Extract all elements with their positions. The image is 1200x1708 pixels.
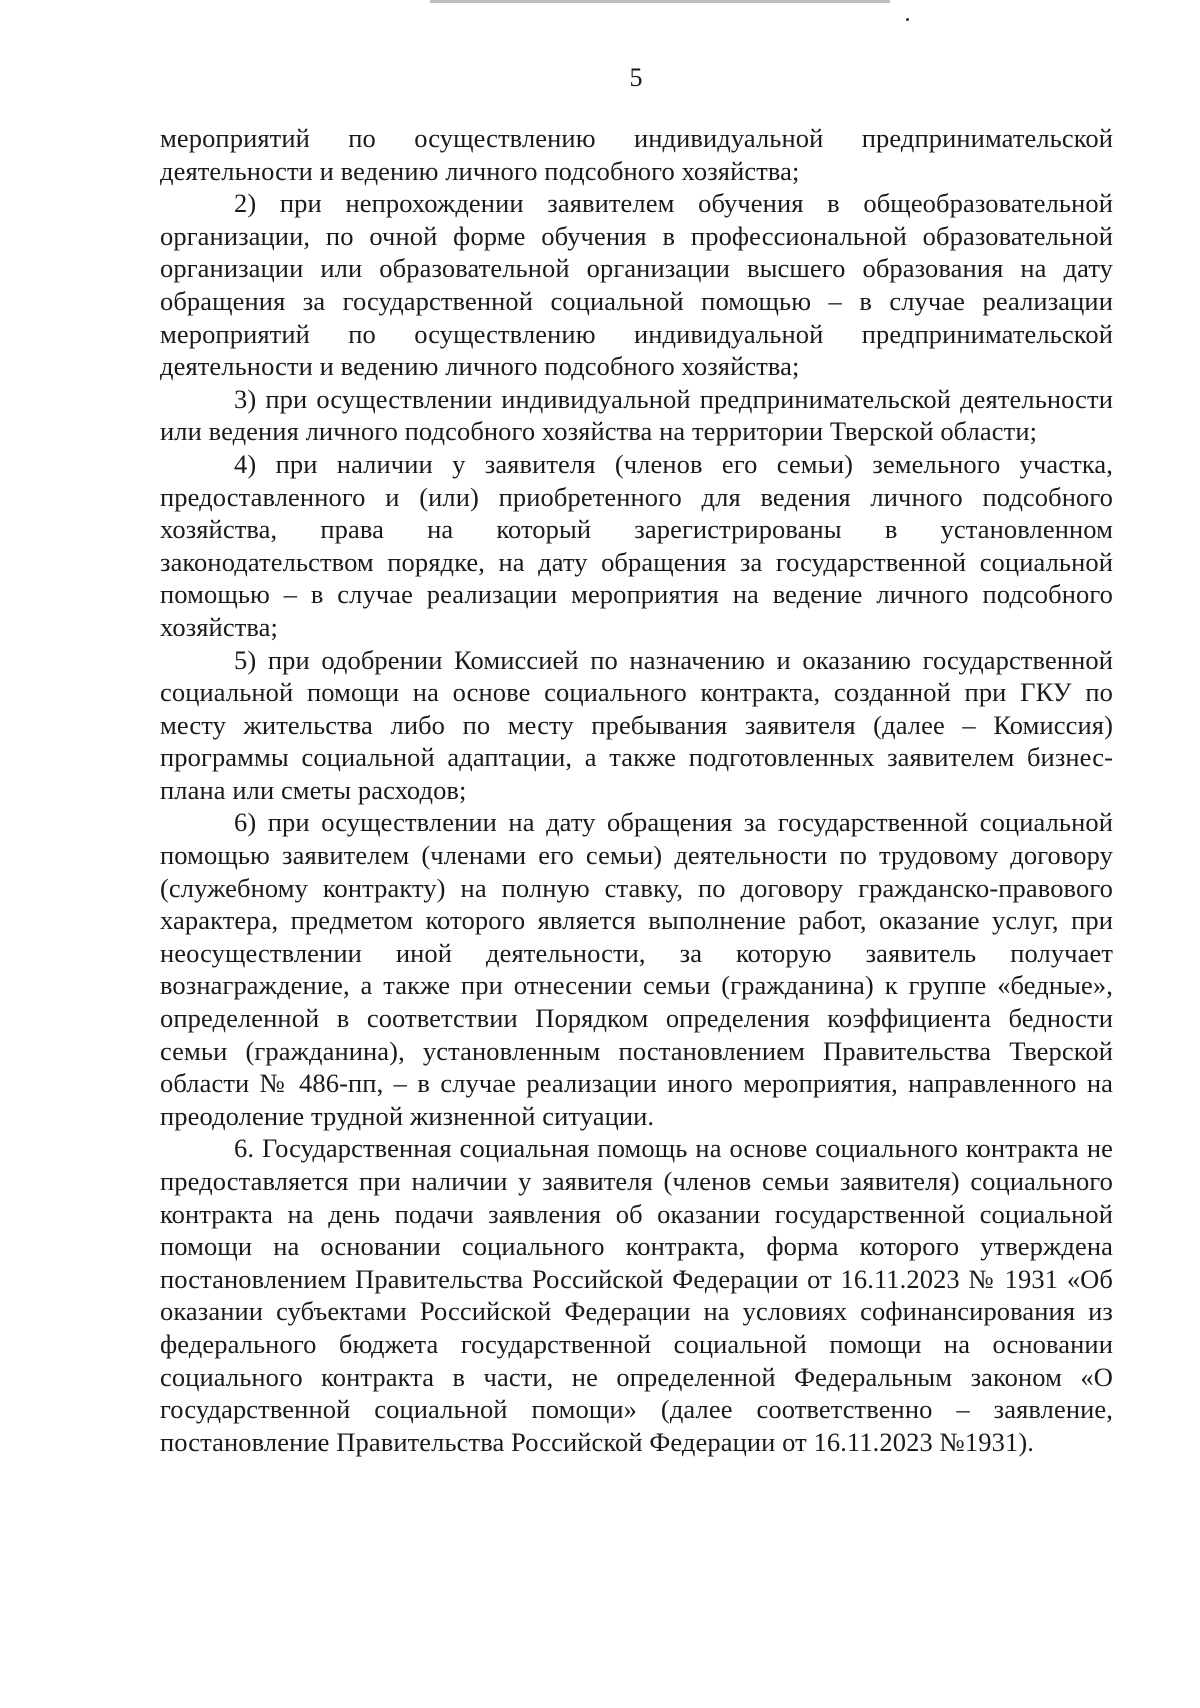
paragraph-continuation: мероприятий по осуществлению индивидуальной предпринимательской деятельности и ведению личного подсобного хозяйства; <box>160 123 1113 186</box>
paragraph-item-4: 4) при наличии у заявителя (членов его семьи) земельного участка, предоставленного и (или) приобретенного для ведения личного подсобного хозяйства, права на который зарегистрированы в установленном законодательством порядке, на дату обращения за государственной социальной помощью – в случае реализации мероприятия на ведение личного подсобного хозяйства; <box>160 448 1113 642</box>
paragraph-item-2: 2) при непрохождении заявителем обучения в общеобразовательной организации, по очной форме обучения в профессиональной образовательной организации или образовательной организации высшего образования на дату обращения за государственной социальной помощью – в случае реализации мероприятий по осуществлению индивидуальной предпринимательской деятельности и ведению личного подсобного хозяйства; <box>160 188 1113 382</box>
paragraph-item-5: 5) при одобрении Комиссией по назначению и оказанию государственной социальной помощи на основе социального контракта, созданной при ГКУ по месту жительства либо по месту пребывания заявителя (далее – Комиссия) программы социальной адаптации, а также подготовленных заявителем бизнес-плана или сметы расходов; <box>160 644 1113 805</box>
paragraph-item-6: 6) при осуществлении на дату обращения за государственной социальной помощью заявителем (членами его семьи) деятельности по трудовому договору (служебному контракту) на полную ставку, по договору гражданско-правового характера, предметом которого является выполнение работ, оказание услуг, при неосуществлении иной деятельности, за которую заявитель получает вознаграждение, а также при отнесении семьи (гражданина) к группе «бедные», определенной в соответствии Порядком определения коэффициента бедности семьи (гражданина), установленным постановлением Правительства Тверской области № 486-пп, – в случае реализации иного мероприятия, направленного на преодоление трудной жизненной ситуации. <box>160 807 1113 1131</box>
scan-edge-line <box>430 0 890 3</box>
page-number: 5 <box>629 63 643 92</box>
paragraph-item-3: 3) при осуществлении индивидуальной предпринимательской деятельности или ведения личного подсобного хозяйства на территории Тверской области; <box>160 383 1113 447</box>
scan-speck <box>906 18 909 21</box>
document-body <box>160 122 1113 1458</box>
paragraph-section-6: 6. Государственная социальная помощь на основе социального контракта не предоставляется при наличии у заявителя (членов семьи заявителя) социального контракта на день подачи заявления об оказании государственной социальной помощи на основании социального контракта, форма которого утверждена постановлением Правительства Российской Федерации от 16.11.2023 № 1931 «Об оказании субъектами Российской Федерации на условиях софинансирования из федерального бюджета государственной социальной помощи на основании социального контракта в части, не определенной Федеральным законом «О государственной социальной помощи» (далее соответственно – заявление, постановление Правительства Российской Федерации от 16.11.2023 №1931). <box>160 1133 1113 1457</box>
